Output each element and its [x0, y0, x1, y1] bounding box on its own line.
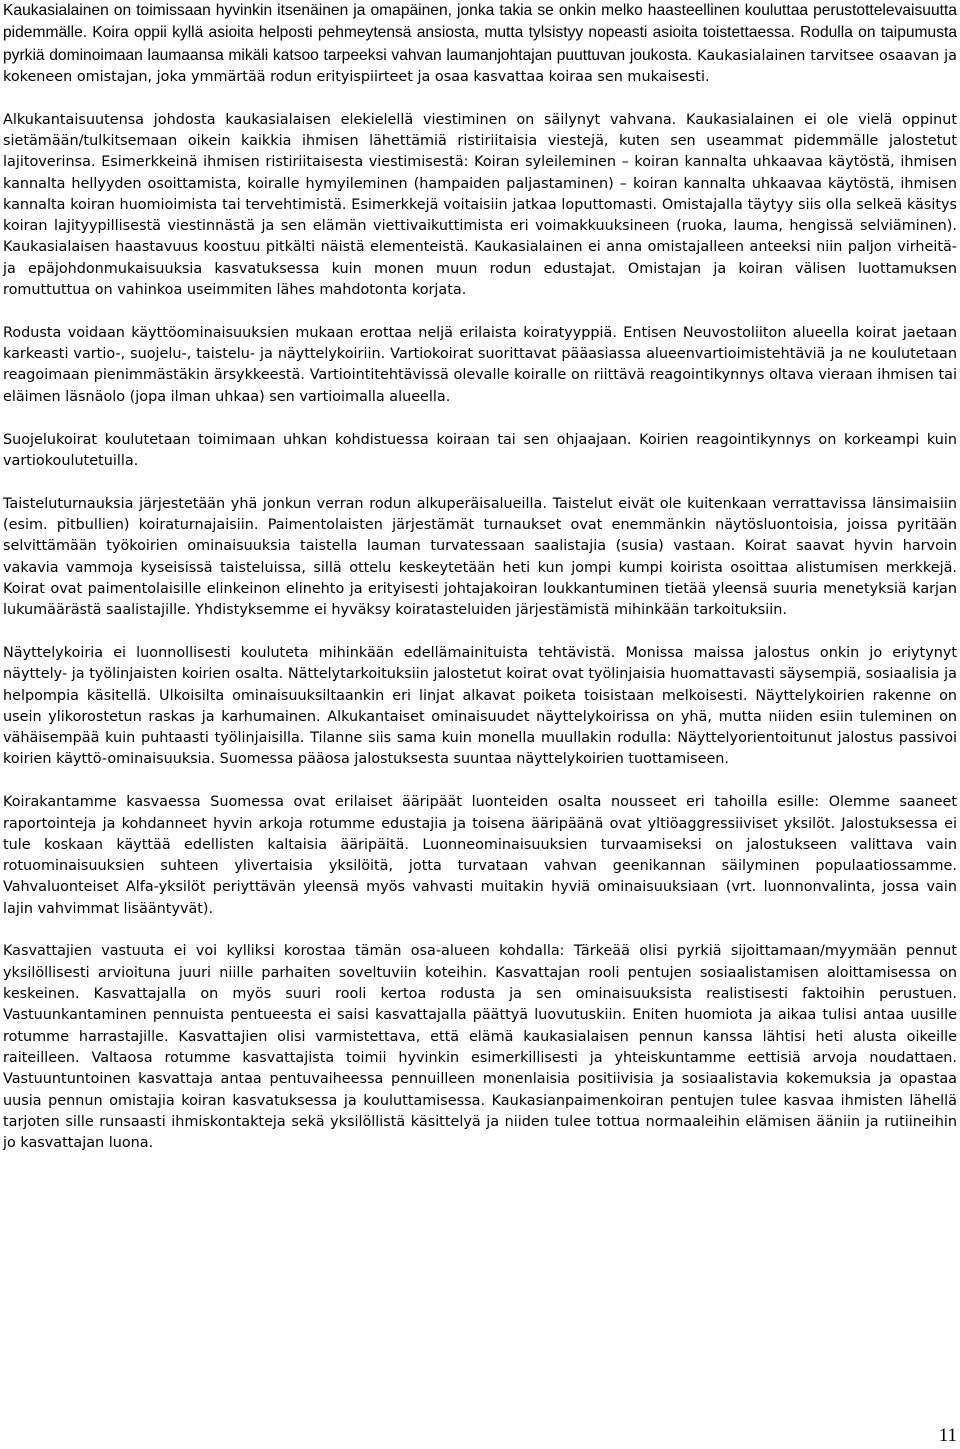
paragraph-communication: [3, 110, 957, 302]
paragraph-breeder-responsibility-text: Kasvattajien vastuuta ei voi kylliksi korostaa tämän osa-alueen kohdalla: Tärkeää olisi pyrkiä sijoittamaan/myymään pennut yksilöllisesti arvioituna juuri niille parhaiten soveltuviin koteihin. Kasvattajan rooli pentujen sosiaalistamisen aloittamisessa on keskeinen. Kasvattajalla on myös suuri rooli kertoa rodusta ja sen ominaisuuksista realistisesti faktoihin perustuen. Vastuunkantaminen pennuista pentueesta ei saisi kasvattajalla päättyä luovutuskiin. Eniten huomiota ja aikaa tulisi antaa uusille rotumme harrastajille. Kasvattajien olisi varmistettava, että elämä kaukasialaisen pennun kanssa lähtisi heti alusta oikeille raiteilleen. Valtaosa rotumme kasvattajista toimii hyvinkin esimerkillisesti ja yhteiskuntamme eettisiä arvoja noudattaen. Vastuuntuntoinen kasvattaja antaa pentuvaiheessa pennuilleen monenlaisia positiivisia ja sosiaalistavia kokemuksia ja opastaa uusia pennun omistajia koiran kasvatuksessa ja kouluttamisessa. Kaukasianpaimenkoiran pentujen tulee kasvaa ihmisten lähellä tarjoten sille runsaasti ihmiskontakteja sekä yksilöllistä käsittelyä ja niiden tulee tottua normaaleihin elämisen ääniin ja rutiineihin jo kasvattajan luona.: [3, 943, 957, 1152]
paragraph-dog-types-text: Rodusta voidaan käyttöominaisuuksien mukaan erottaa neljä erilaista koiratyyppiä. Entisen Neuvostoliiton alueella koirat jaetaan karkeasti vartio-, suojelu-, taistelu- ja näyttelykoiriin. Vartiokoirat suorittavat pääasiassa alueenvartioimistehtäviä ja ne koulutetaan reagoimaan pienimmästäkin ärsykkeestä. Vartiointitehtävissä olevalle koiralle on riittävä reagointikynnys oltava vieraan ihmisen tai eläimen läsnäolo (jopa ilman uhkaa) sen vartioimalla alueella.: [3, 324, 957, 405]
paragraph-temperament: [3, 0, 957, 88]
paragraph-dog-types: [3, 323, 957, 408]
paragraph-communication-text: Alkukantaisuutensa johdosta kaukasialaisen elekielellä viestiminen on säilynyt vahvana. Kaukasialainen ei ole vielä oppinut sietämään/tulkitsemaan oikein kaikkia ihmisen lähettämiä ristiriitaisia viestejä, kuten sen useammat pidemmälle jalostetut lajitoverinsa. Esimerkkeinä ihmisen ristiriitaisesta viestimisestä: Koiran syleileminen – koiran kannalta uhkaavaa käytöstä, ihmisen kannalta hellyyden osoittamista, koiralle hymyileminen (hampaiden paljastaminen) – koiran kannalta uhkaavaa käytöstä, ihmisen kannalta koiran huomioimista tai tervehtimistä. Esimerkkejä voitaisiin jatkaa loputtomasti. Omistajalla täytyy siis olla selkeä käsitys koiran lajityypillisestä viestinnästä ja sen elämän viettivaikuttimista eri voimakkuuksineen (ruoka, lauma, hengissä selviäminen). Kaukasialaisen haastavuus koostuu pitkälti näistä elementeistä. Kaukasialainen ei anna omistajalleen anteeksi niin paljon virheitä- ja epäjohdonmukaisuuksia kasvatuksessa kuin monen muun rodun edustajat. Omistajan ja koiran välisen luottamuksen romuttuttua on vahinkoa useimmiten lähes mahdotonta korjata.: [3, 111, 957, 299]
page-number: 11: [938, 1425, 957, 1446]
paragraph-fighting-tournaments: [3, 494, 957, 622]
paragraph-breeding-extremes: [3, 792, 957, 920]
document-page: [3, 0, 957, 1176]
paragraph-show-dogs: [3, 643, 957, 771]
paragraph-temperament-part-1: Kaukasialainen on toimissaan hyvinkin itsenäinen ja omapäinen, jonka takia se onkin melko haasteellinen kouluttaa perustottelevaisuutta pidemmälle. Koira oppii kyllä asioita helposti pehmeytensä ansiosta, mutta tylsistyy nopeasti asioita toistettaessa. Rodulla on taipumusta pyrkiä dominoimaan laumaansa mikäli katsoo tarpeeksi vahvan laumanjohtajan puuttuvan joukosta.: [3, 2, 957, 64]
paragraph-protection-dogs-text: Suojelukoirat koulutetaan toimimaan uhkan kohdistuessa koiraan tai sen ohjaajaan. Koirien reagointikynnys on korkeampi kuin vartiokoulutetuilla.: [3, 431, 957, 469]
paragraph-protection-dogs: [3, 430, 957, 473]
paragraph-temperament-part-2: Kaukasialainen tarvitsee osaavan ja kokeneen omistajan, joka ymmärtää rodun erityispiirteet ja osaa kasvattaa koiraa sen mukaisesti.: [3, 47, 957, 85]
paragraph-breeder-responsibility: [3, 941, 957, 1154]
paragraph-show-dogs-text: Näyttelykoiria ei luonnollisesti kouluteta mihinkään edellämainituista tehtävistä. Monissa maissa jalostus onkin jo eriytynyt näyttely- ja työlinjaisten koirien osalta. Nättelytarkoituksiin jalostetut koirat ovat työlinjaisia huomattavasti säysempiä, sosiaalisia ja helpompia käsitellä. Ulkoisilta ominaisuuksiltaankin eri linjat alkavat poiketa toisistaan melkoisesti. Näyttelykoirien rakenne on usein ylikorostetun raskas ja karhumainen. Alkukantaiset ominaisuudet näyttelykoirissa on yhä, mutta niiden esiin tuleminen on vähäisempää kuin puhtaasti työlinjaisilla. Tilanne siis sama kuin monella muullakin rodulla: Näyttelyorientoitunut jalostus passivoi koirien käyttö-ominaisuuksia. Suomessa pääosa jalostuksesta suuntaa näyttelykoirien tuottamiseen.: [3, 644, 957, 768]
paragraph-fighting-tournaments-text: Taisteluturnauksia järjestetään yhä jonkun verran rodun alkuperäisalueilla. Taistelut eivät ole kuitenkaan verrattavissa länsimaisiin (esim. pitbullien) koiraturnajaisiin. Paimentolaisten järjestämät turnaukset ovat enemmänkin näytösluontoisia, joissa pyritään selvittämään työkoirien ominaisuuksia taistella lauman turvatessaan saalistajia (susia) vastaan. Koirat saavat hyvin harvoin vakavia vammoja kyseisissä taisteluissa, sillä ottelu keskeytetään heti kun jompi kumpi koirista osoittaa alistumisen merkkejä. Koirat ovat paimentolaisille elinkeinon elinehto ja erityisesti johtajakoiran loukkantuminen tietää yleensä suuria menetyksiä karjan lukumäärästä saalistajille. Yhdistyksemme ei hyväksy koiratasteluiden järjestämistä mihinkään tarkoituksiin.: [3, 495, 957, 619]
paragraph-breeding-extremes-text: Koirakantamme kasvaessa Suomessa ovat erilaiset ääripäät luonteiden osalta nousseet eri tahoilla esille: Olemme saaneet raportointeja ja kohdanneet hyvin arkoja rotumme edustajia ja toisena ääripäänä ovat yltiöaggressiiviset yksilöt. Jalostuksessa ei tule koskaan käyttää edellisten kaltaisia ääripäitä. Luonneominaisuuksien turvaamiseksi on jalostukseen valittava vain rotuominaisuuksien suhteen ylivertaisia yksilöitä, jotta turvataan vahvan geenikannan säilyminen populaatiossamme. Vahvaluonteiset Alfa-yksilöt periyttävän yleensä myös vahvasti muitakin hyviä ominaisuuksiaan (vrt. luonnonvalinta, jossa vain lajin vahvimmat lisääntyvät).: [3, 794, 957, 917]
